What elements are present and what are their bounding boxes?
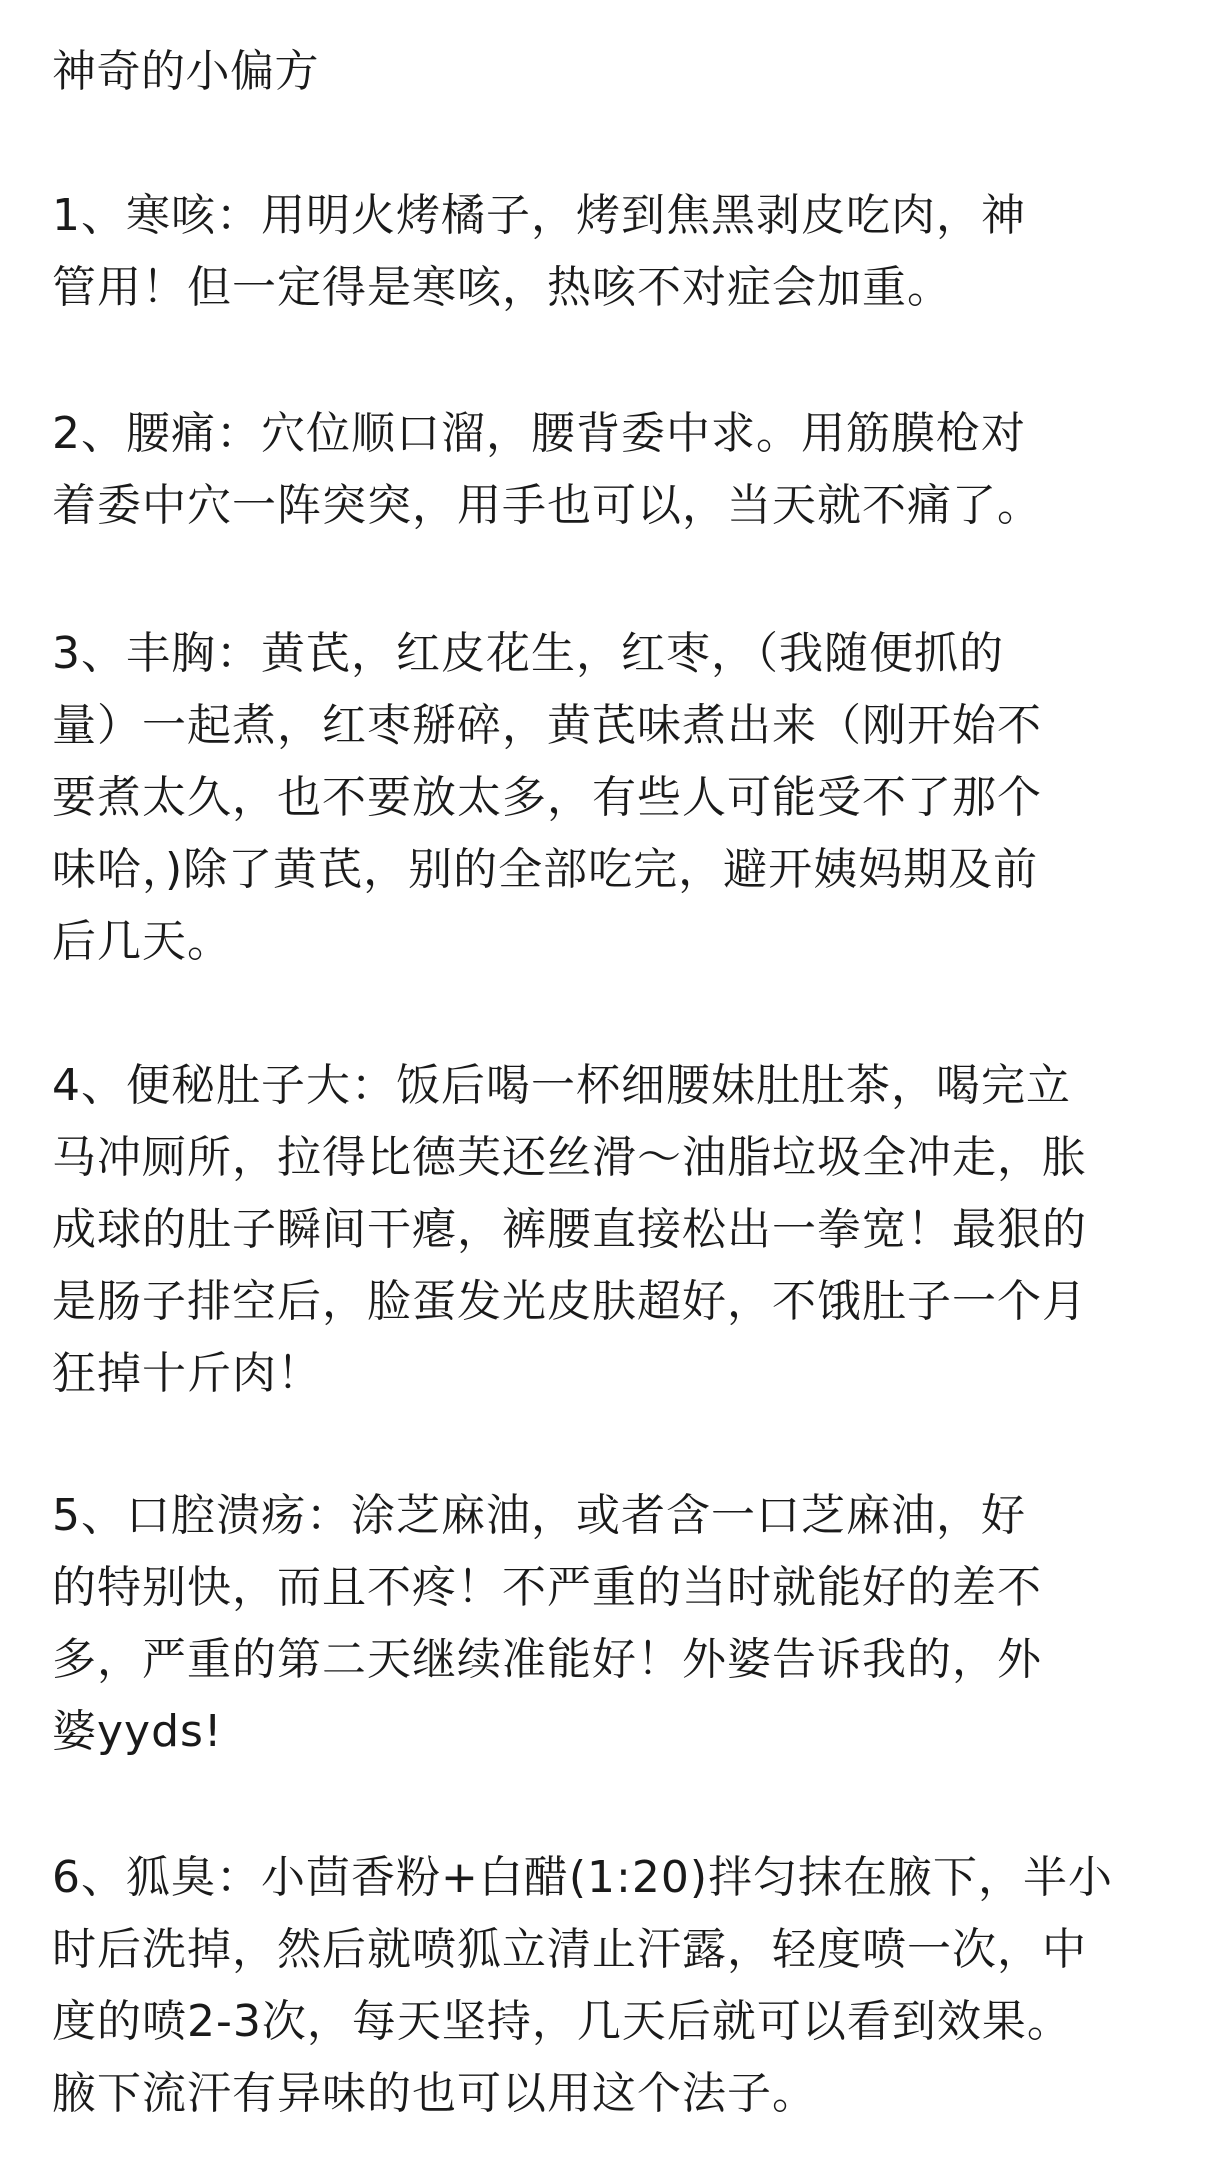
text-line: 成球的肚子瞬间干瘪，裤腰直接松出一拳宽！最狠的 bbox=[52, 1204, 1087, 1255]
text-line: 1、寒咳：用明火烤橘子，烤到焦黑剥皮吃肉，神 bbox=[52, 190, 1026, 241]
text-line: 后几天。 bbox=[52, 916, 232, 967]
text-line: 度的喷2-3次，每天坚持，几天后就可以看到效果。 bbox=[52, 1996, 1072, 2047]
text-line: 多，严重的第二天继续准能好！外婆告诉我的，外 bbox=[52, 1634, 1042, 1685]
text-line: 着委中穴一阵突突，用手也可以，当天就不痛了。 bbox=[52, 480, 1042, 531]
text-line: 马冲厕所，拉得比德芙还丝滑～油脂垃圾全冲走，胀 bbox=[52, 1132, 1087, 1183]
remedy-section-6 bbox=[52, 1842, 1182, 2130]
text-line: 5、口腔溃疡：涂芝麻油，或者含一口芝麻油，好 bbox=[52, 1490, 1026, 1541]
text-line: 狂掉十斤肉！ bbox=[52, 1348, 322, 1399]
text-line: 腋下流汗有异味的也可以用这个法子。 bbox=[52, 2068, 817, 2119]
text-line: 3、丰胸：黄芪，红皮花生，红枣，（我随便抓的 bbox=[52, 628, 1004, 679]
remedy-section-4 bbox=[52, 1050, 1182, 1410]
text-line: 管用！但一定得是寒咳，热咳不对症会加重。 bbox=[52, 262, 952, 313]
remedy-section-3 bbox=[52, 618, 1182, 978]
text-line: 是肠子排空后，脸蛋发光皮肤超好，不饿肚子一个月 bbox=[52, 1276, 1087, 1327]
text-line: 2、腰痛：穴位顺口溜，腰背委中求。用筋膜枪对 bbox=[52, 408, 1026, 459]
page-title: 神奇的小偏方 bbox=[52, 46, 319, 97]
text-line: 的特别快，而且不疼！不严重的当时就能好的差不 bbox=[52, 1562, 1042, 1613]
remedy-section-2 bbox=[52, 398, 1182, 542]
text-line: 时后洗掉，然后就喷狐立清止汗露，轻度喷一次，中 bbox=[52, 1924, 1087, 1975]
remedy-section-1 bbox=[52, 180, 1182, 324]
remedy-section-5 bbox=[52, 1480, 1182, 1768]
text-line: 量）一起煮，红枣掰碎，黄芪味煮出来（刚开始不 bbox=[52, 700, 1042, 751]
text-line: 婆yyds! bbox=[52, 1706, 223, 1757]
text-line: 味哈，)除了黄芪，别的全部吃完，避开姨妈期及前 bbox=[52, 844, 1039, 895]
text-line: 要煮太久，也不要放太多，有些人可能受不了那个 bbox=[52, 772, 1042, 823]
text-line: 4、便秘肚子大：饭后喝一杯细腰妹肚肚茶，喝完立 bbox=[52, 1060, 1071, 1111]
text-line: 6、狐臭：小茴香粉+白醋(1:20)拌匀抹在腋下，半小 bbox=[52, 1852, 1113, 1903]
